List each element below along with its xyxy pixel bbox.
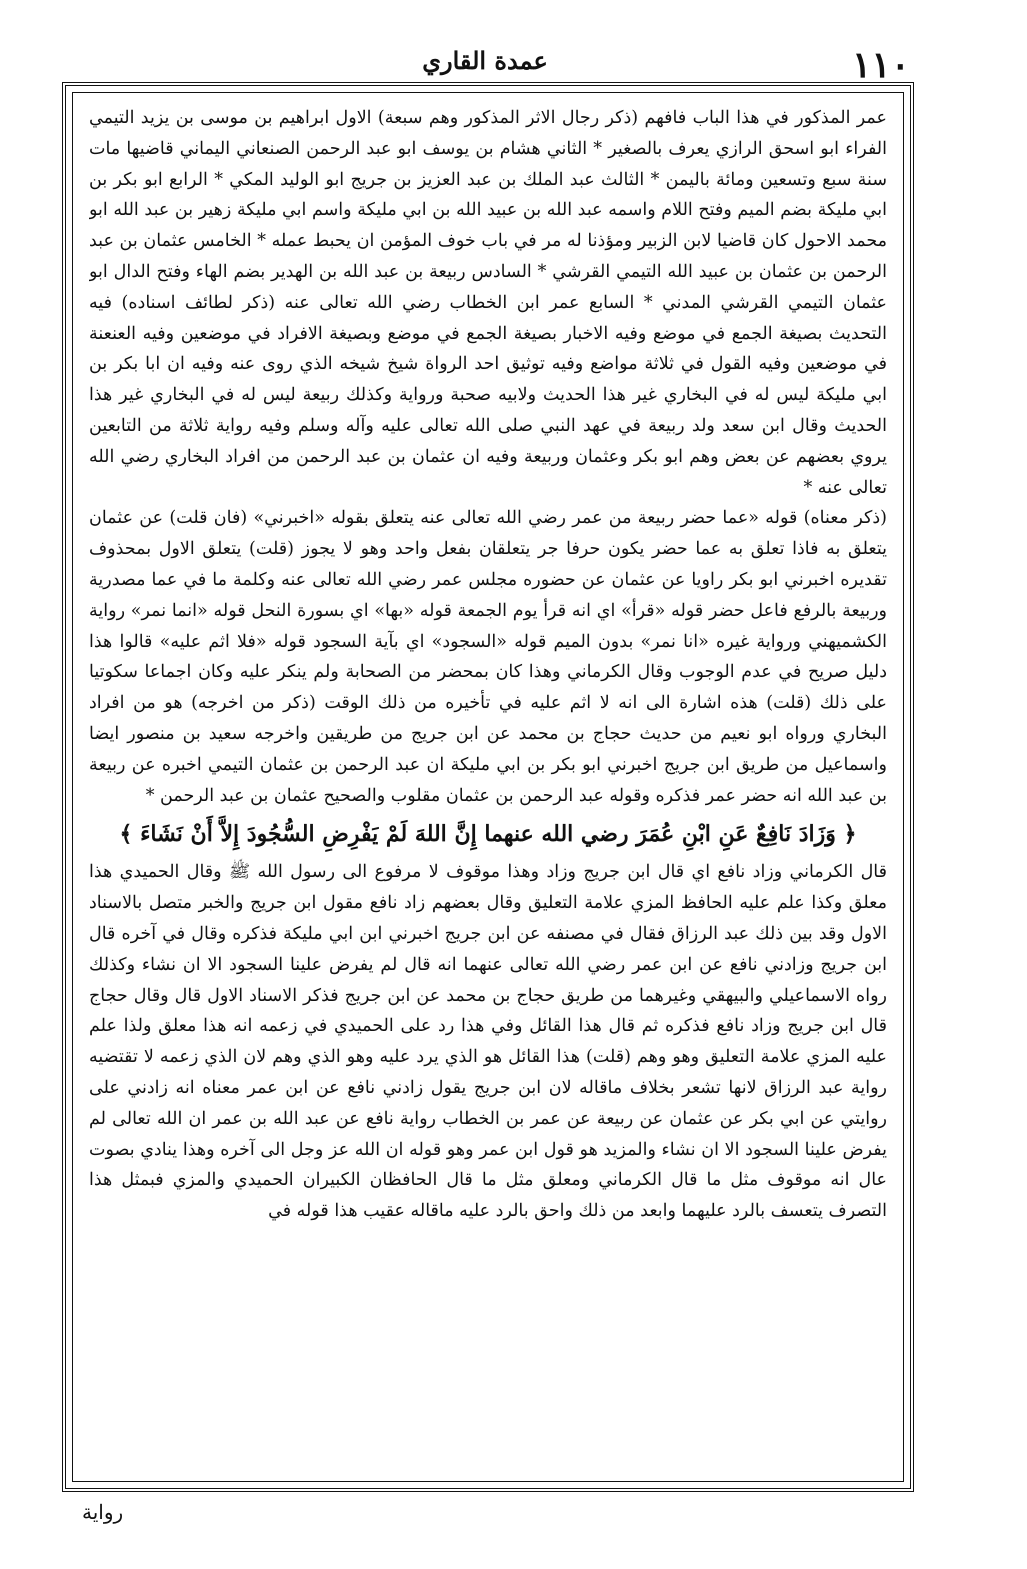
paragraph-maanahu: (ذكر معناه) قوله «عما حضر ربيعة من عمر رضي الله تعالى عنه يتعلق بقوله «اخبرني» (فان قلت) عن عثمان يتعلق به فاذا تعلق به عما حضر يكون حرفا جر يتعلقان بفعل واحد وهو لا يجوز (قلت) يتعلق الاول بمحذوف تقديره اخبرني ابو بكر راويا عن عثمان عن حضوره مجلس عمر رضي الله تعالى عنه وكلمة ما في عما مصدرية وربيعة بالرفع فاعل حضر قوله «قرأ» اي انه قرأ يوم الجمعة قوله «بها» اي بسورة النحل قوله «انما نمر» رواية الكشميهني ورواية غيره «انا نمر» بدون الميم قوله «السجود» اي بآية السجود قوله «فلا اثم عليه» قالوا هذا دليل صريح في عدم الوجوب وقال الكرماني وهذا كان بمحضر من الصحابة ولم ينكر عليه وكان اجماعا سكوتيا على ذلك (قلت) هذه اشارة الى انه لا اثم عليه في تأخيره من ذلك الوقت (ذكر من اخرجه) هو من افراد البخاري ورواه ابو نعيم من حديث حجاج بن محمد عن ابن جريج من طريقين واخرجه سعيد بن منصور ايضا واسماعيل من طريق ابن جريج اخبرني ابو بكر بن ابي مليكة ان عبد الرحمن بن عثمان التيمي اخبره عن ربيعة بن عبد الله انه حضر عمر فذكره وقوله عبد الرحمن بن عثمان مقلوب والصحيح عثمان بن عبد الرحمن * [89, 508, 887, 806]
paragraph-rijal: عمر المذكور في هذا الباب فافهم (ذكر رجال الاثر المذكور وهم سبعة) الاول ابراهيم بن موسى بن يزيد التيمي الفراء ابو اسحق الرازي يعرف بالصغير * الثاني هشام بن يوسف ابو عبد الرحمن الصنعاني اليماني قاضيها مات سنة سبع وتسعين ومائة باليمن * الثالث عبد الملك بن عبد العزيز بن جريج ابو الوليد المكي * الرابع ابو بكر بن ابي مليكة بضم الميم وفتح اللام واسمه عبد الله بن عبيد الله بن ابي مليكة واسم ابي مليكة زهير بن عبد الله ابو محمد الاحول كان قاضيا لابن الزبير ومؤذنا له مر في باب خوف المؤمن ان يحبط عمله * الخامس عثمان بن عبد الرحمن بن عثمان بن عبيد الله التيمي القرشي * السادس ربيعة بن عبد الله بن الهدير بضم الهاء وفتح الدال ابو عثمان التيمي القرشي المدني * السابع عمر ابن الخطاب رضي الله تعالى عنه (ذكر لطائف اسناده) فيه التحديث بصيغة الجمع في موضع وفيه الاخبار بصيغة الجمع في موضع وبصيغة الافراد في موضعين وفيه العنعنة في موضعين وفيه القول في ثلاثة مواضع وفيه توثيق احد الرواة شيخ شيخه الذي روى عنه وفيه ان ابا بكر بن ابي مليكة ليس له في البخاري غير هذا الحديث ولابيه صحبة ورواية وكذلك ربيعة ليس له في البخاري غير هذا الحديث وقال ابن سعد ولد ربيعة في عهد النبي صلى الله تعالى عليه وآله وسلم وفيه رواية ثلاثة من التابعين يروي بعضهم عن بعض وهم ابو بكر وعثمان وربيعة وفيه ان عثمان بن عبد الرحمن من افراد البخاري رضي الله تعالى عنه * [89, 108, 887, 498]
running-title: عمدة القاري [422, 46, 548, 75]
main-text-block [89, 103, 887, 1471]
catchword: رواية [82, 1500, 124, 1524]
page-header [60, 38, 910, 86]
text-frame [62, 82, 914, 1492]
hadith-heading: ﴿ وَزَادَ نَافِعٌ عَنِ ابْنِ عُمَرَ رضي الله عنهما إِنَّ اللهَ لَمْ يَفْرِضِ السُّجُودَ إِلاَّ أَنْ نَشَاءَ ﴾ [119, 821, 857, 848]
text-frame-inner-border [72, 92, 904, 1482]
page-number: ١١٠ [851, 44, 910, 86]
paragraph-commentary: قال الكرماني وزاد نافع اي قال ابن جريج وزاد وهذا موقوف لا مرفوع الى رسول الله ﷺ وقال الحميدي هذا معلق وكذا علم عليه الحافظ المزي علامة التعليق وقال بعضهم زاد نافع مقول ابن جريج والخبر متصل بالاسناد الاول وقد بين ذلك عبد الرزاق فقال في مصنفه عن ابن جريج اخبرني ابن ابي مليكة فذكره وقال في آخره قال ابن جريج وزادني نافع عن ابن عمر رضي الله تعالى عنهما انه قال لم يفرض علينا السجود الا ان نشاء وكذلك رواه الاسماعيلي والبيهقي وغيرهما من طريق حجاج بن محمد عن ابن جريج فذكر الاسناد الاول قال وقال حجاج قال ابن جريج وزاد نافع فذكره ثم قال هذا القائل وفي هذا رد على الحميدي في زعمه انه هذا معلق ولذا علم عليه المزي علامة التعليق وهو وهم (قلت) هذا القائل هو الذي يرد عليه وهو الذي وهم لان الذي زعمه لا تقتضيه رواية عبد الرزاق لانها تشعر بخلاف ماقاله لان ابن جريج يقول زادني نافع عن ابن عمر معناه انه زادني على روايتي عن ابي بكر عن عثمان عن ربيعة عن عمر بن الخطاب رواية نافع عن عبد الله بن عمر ان الله تعالى لم يفرض علينا السجود الا ان نشاء والمزيد هو قول ابن عمر وهو قوله ان الله عز وجل الى آخره وهذا ينادي بصوت عال انه موقوف مثل ما قال الكرماني ومعلق مثل ما قال الحافظان الكبيران الحميدي والمزي فبمثل هذا التصرف يتعسف بالرد عليهما وابعد من ذلك واحق بالرد عليه ماقاله عقيب هذا قوله في [89, 862, 887, 1222]
